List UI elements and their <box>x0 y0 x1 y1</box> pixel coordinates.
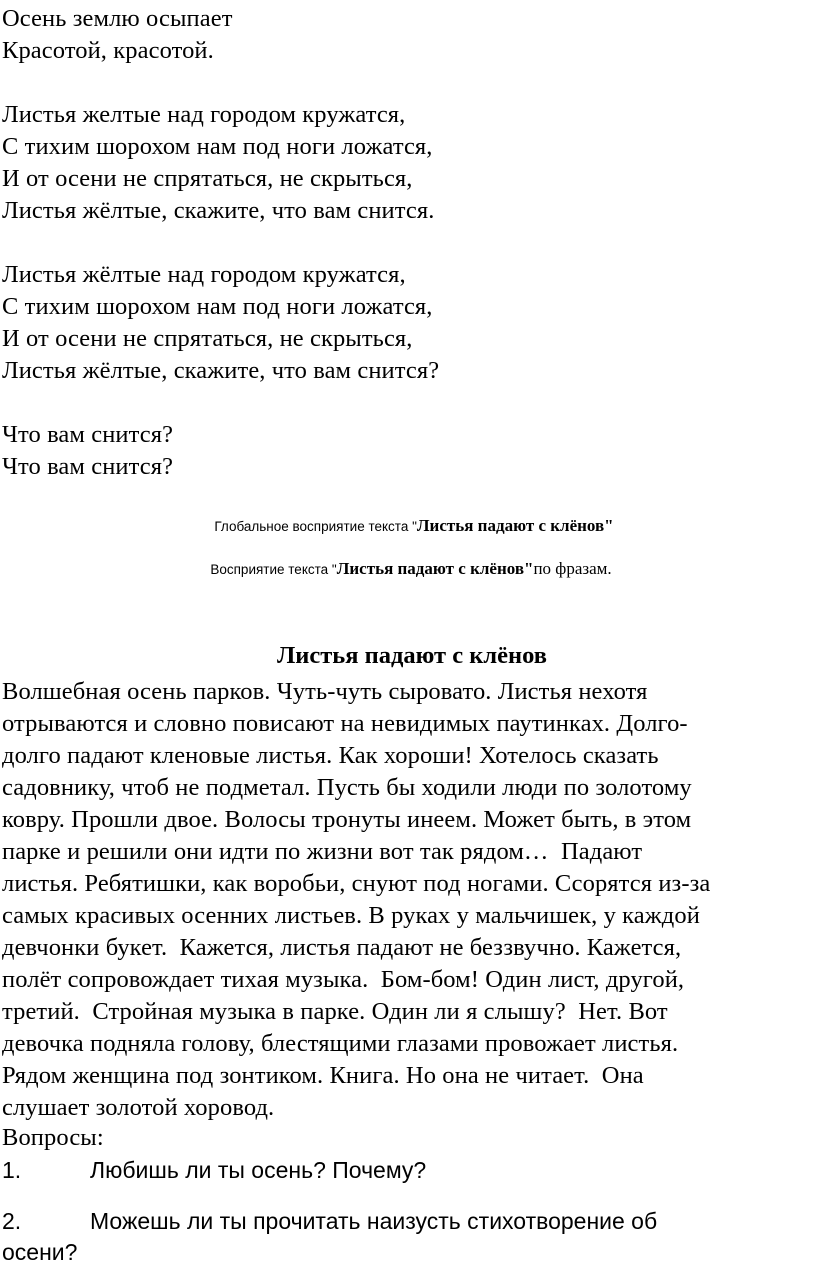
story-line: девочка подняла голову, блестящими глазами провожает листья. <box>2 1030 679 1057</box>
story-line: отрываются и словно повисают на невидимых паутинках. Долго- <box>2 710 688 737</box>
story-line: Волшебная осень парков. Чуть-чуть сыровато. Листья нехотя <box>2 678 648 705</box>
story-line: листья. Ребятишки, как воробьи, снуют под ногами. Ссорятся из-за <box>2 870 711 897</box>
phrase-perception-title: Листья падают с клёнов" <box>336 559 534 578</box>
poem-line: И от осени не спрятаться, не скрыться, <box>2 325 413 352</box>
story-title: Листья падают с клёнов <box>277 642 547 669</box>
phrase-perception-link[interactable] <box>0 559 816 579</box>
poem-stanza-3 <box>0 259 439 387</box>
poem-line: С тихим шорохом нам под ноги ложатся, <box>2 293 433 320</box>
poem-line: Что вам снится? <box>2 453 174 480</box>
story-line: самых красивых осенних листьев. В руках у мальчишек, у каждой <box>2 902 700 929</box>
global-perception-title: Листья падают с клёнов" <box>416 516 614 535</box>
poem-stanza-4 <box>0 419 173 483</box>
poem-stanza-1 <box>0 3 233 67</box>
poem-line: Что вам снится? <box>2 421 174 448</box>
question-text: Можешь ли ты прочитать наизусть стихотворение об <box>90 1208 658 1234</box>
story-line: третий. Стройная музыка в парке. Один ли я слышу? Нет. Вот <box>2 998 668 1025</box>
question-item-2 <box>0 1205 657 1237</box>
story-line: полёт сопровождает тихая музыка. Бом-бом! Один лист, другой, <box>2 966 685 993</box>
global-perception-link[interactable] <box>0 516 816 536</box>
story-line: ковру. Прошли двое. Волосы тронуты инеем. Может быть, в этом <box>2 806 692 833</box>
story-line: Рядом женщина под зонтиком. Книга. Но она не читает. Она <box>2 1062 644 1089</box>
story-line: девчонки букет. Кажется, листья падают не беззвучно. Кажется, <box>2 934 682 961</box>
poem-line: Красотой, красотой. <box>2 37 214 64</box>
story-line: долго падают кленовые листья. Как хороши! Хотелось сказать <box>2 742 659 769</box>
poem-line: Листья жёлтые, скажите, что вам снится? <box>2 357 440 384</box>
phrase-perception-suffix: по фразам. <box>533 559 612 578</box>
poem-stanza-2 <box>0 99 434 227</box>
question-number: 2. <box>2 1208 22 1234</box>
phrase-perception-prefix: Восприятие текста " <box>210 562 337 577</box>
question-text-continuation: осени? <box>2 1239 78 1265</box>
poem-line: Осень землю осыпает <box>2 5 233 32</box>
poem-line: Листья жёлтые над городом кружатся, <box>2 261 406 288</box>
story-body <box>2 676 802 1124</box>
poem-line: С тихим шорохом нам под ноги ложатся, <box>2 133 433 160</box>
question-text: Любишь ли ты осень? Почему? <box>90 1157 427 1183</box>
poem-line: И от осени не спрятаться, не скрыться, <box>2 165 413 192</box>
global-perception-prefix: Глобальное восприятие текста " <box>214 519 417 534</box>
question-item-1 <box>0 1154 426 1186</box>
question-number: 1. <box>2 1157 22 1183</box>
poem-line: Листья желтые над городом кружатся, <box>2 101 406 128</box>
questions-heading: Вопросы: <box>2 1124 104 1151</box>
poem-line: Листья жёлтые, скажите, что вам снится. <box>2 197 435 224</box>
story-line: слушает золотой хоровод. <box>2 1094 275 1121</box>
story-line: парке и решили они идти по жизни вот так рядом… Падают <box>2 838 643 865</box>
story-line: садовнику, чтоб не подметал. Пусть бы ходили люди по золотому <box>2 774 692 801</box>
